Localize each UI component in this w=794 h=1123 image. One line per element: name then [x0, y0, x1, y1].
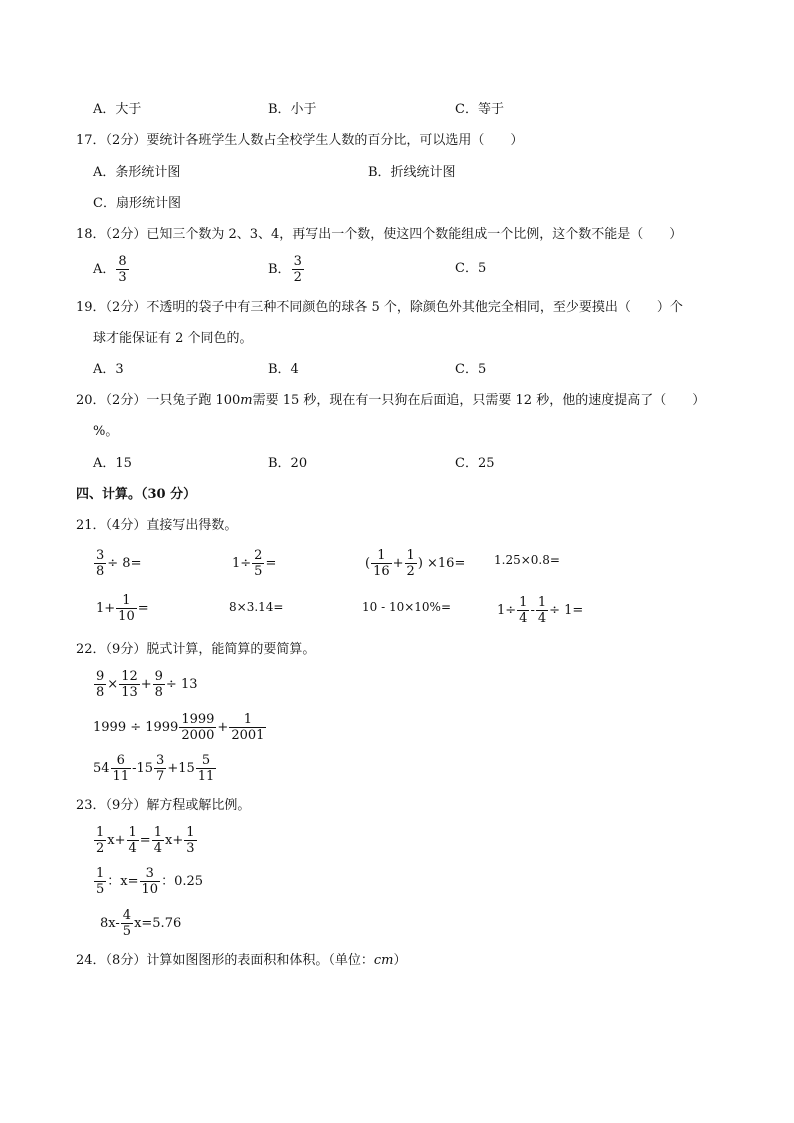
fraction [116, 593, 137, 624]
denominator: 4 [519, 611, 528, 626]
q18-option-a [93, 253, 130, 287]
fraction [154, 753, 166, 784]
operator: +15 [167, 761, 195, 776]
operator: -15 [132, 761, 154, 776]
fraction [111, 753, 132, 784]
q19-option-b: B．4 [268, 362, 299, 377]
expr-part: x=5.76 [134, 916, 182, 931]
denominator: 11 [112, 769, 130, 784]
denominator: 3 [118, 270, 127, 285]
fraction [184, 825, 196, 856]
expr-head: 1÷ [232, 556, 252, 571]
q17-stem: 17．（2分）要统计各班学生人数占全校学生人数的百分比，可以选用（ ） [76, 133, 524, 148]
denominator: 5 [96, 882, 105, 897]
operator: + [217, 720, 229, 735]
fraction [179, 712, 216, 743]
q23-stem: 23．（9分）解方程或解比例。 [76, 798, 251, 813]
numerator: 6 [111, 753, 132, 769]
fraction [517, 595, 529, 626]
q23-line-1 [93, 824, 198, 858]
fraction [94, 866, 106, 897]
option-prefix: A． [93, 262, 116, 277]
denominator: 5 [122, 924, 132, 939]
fraction [292, 254, 304, 285]
numerator: 1 [229, 712, 266, 728]
whole-number: 54 [93, 761, 110, 776]
numerator: 1999 [181, 712, 215, 727]
operator: × [107, 677, 119, 692]
fraction [94, 669, 106, 700]
q21-expr-8 [497, 594, 583, 628]
fraction [140, 866, 161, 897]
expr-tail: = [265, 556, 277, 571]
numerator: 1 [371, 548, 392, 564]
numerator: 2 [254, 548, 263, 563]
q21-expr-3 [365, 547, 465, 581]
section-heading: 四、计算。（30 分） [76, 487, 197, 502]
q21-expr-6: 8×3.14= [229, 600, 284, 614]
unit-m: m [240, 393, 253, 408]
operator: + [140, 677, 152, 692]
expr-tail: ÷ 1= [549, 603, 584, 618]
denominator: 2 [406, 564, 415, 579]
fraction [119, 669, 140, 700]
numerator: 3 [96, 548, 105, 563]
q20-stem-start: 20．（2分）一只兔子跑 100 [76, 393, 241, 408]
q22-line-2 [93, 711, 267, 745]
numerator: 3 [156, 753, 165, 768]
expr-tail: ÷ 8= [107, 556, 142, 571]
denominator: 8 [96, 685, 105, 700]
q21-expr-1 [93, 547, 141, 581]
q19-stem: 19．（2分）不透明的袋子中有三种不同颜色的球各 5 个，除颜色外其他完全相同，至少要摸出（ ）个 [76, 300, 683, 315]
q20-stem-end: 需要 15 秒，现在有一只狗在后面追，只需要 12 秒，他的速度提高了（ ） [252, 393, 706, 408]
numerator: 5 [196, 753, 217, 769]
q20-stem [76, 392, 705, 410]
q17-option-c: C．扇形统计图 [93, 196, 181, 211]
q22-stem: 22．（9分）脱式计算，能简算的要简算。 [76, 642, 316, 657]
q19-stem-line2: 球才能保证有 2 个同色的。 [93, 331, 253, 346]
denominator: 8 [154, 685, 163, 700]
expr-part: x+ [107, 833, 126, 848]
numerator: 4 [122, 908, 132, 923]
fraction [405, 548, 417, 579]
fraction [229, 712, 266, 743]
q20-stem-line2: %。 [93, 424, 119, 439]
expr-head: 1+ [96, 601, 116, 616]
q24-stem-start: 24．（8分）计算如图图形的表面积和体积。（单位： [76, 953, 374, 968]
fraction [116, 254, 128, 285]
denominator: 11 [197, 769, 215, 784]
q24-stem [76, 952, 406, 970]
q16-option-b: B．小于 [268, 102, 317, 117]
q20-option-c: C．25 [455, 456, 495, 471]
q22-line-1 [93, 668, 198, 702]
numerator: 1 [153, 825, 162, 840]
denominator: 7 [156, 769, 165, 784]
q20-option-b: B．20 [268, 456, 308, 471]
denominator: 8 [96, 564, 105, 579]
denominator: 3 [186, 841, 195, 856]
numerator: 3 [140, 866, 161, 882]
q23-line-2 [93, 865, 203, 899]
numerator: 12 [121, 669, 138, 684]
expr-part: 8x- [100, 916, 120, 931]
q21-expr-2 [232, 547, 276, 581]
numerator: 1 [406, 548, 415, 563]
unit-cm: cm [373, 953, 394, 968]
q18-option-b [268, 253, 305, 287]
q22-line-3 [93, 752, 217, 786]
expr-tail: ÷ 13 [165, 677, 198, 692]
expr-tail: = [137, 601, 149, 616]
q17-option-b: B．折线统计图 [368, 165, 456, 180]
q21-expr-5 [96, 592, 149, 626]
numerator: 1 [537, 595, 547, 610]
denominator: 2 [293, 270, 302, 285]
numerator: 1 [116, 593, 137, 609]
denominator: 4 [128, 841, 137, 856]
fraction [127, 825, 139, 856]
q24-stem-end: ） [393, 953, 407, 968]
q16-option-a: A．大于 [93, 102, 142, 117]
q18-stem: 18．（2分）已知三个数为 2、3、4，再写出一个数，使这四个数能组成一个比例，这个数不能是（ ） [76, 227, 683, 242]
denominator: 2001 [231, 728, 265, 743]
q19-option-c: C．5 [455, 362, 487, 377]
fraction [196, 753, 217, 784]
numerator: 1 [96, 866, 105, 881]
denominator: 10 [141, 882, 159, 897]
fraction [371, 548, 392, 579]
numerator: 3 [293, 254, 302, 269]
denominator: 10 [118, 609, 135, 624]
denominator: 5 [254, 564, 263, 579]
fraction [152, 825, 164, 856]
expr-head: 1999 ÷ 1999 [93, 720, 179, 735]
expr-head: ( [365, 556, 371, 571]
numerator: 9 [96, 669, 105, 684]
fraction [536, 595, 548, 626]
fraction [153, 669, 165, 700]
denominator: 2000 [181, 728, 215, 743]
fraction [94, 825, 106, 856]
denominator: 4 [153, 841, 162, 856]
q21-expr-4: 1.25×0.8= [494, 553, 560, 567]
numerator: 9 [154, 669, 163, 684]
expr-part: x+ [164, 833, 184, 848]
denominator: 4 [537, 611, 547, 626]
numerator: 8 [118, 254, 127, 269]
q18-option-c: C．5 [455, 261, 487, 276]
operator: + [392, 556, 404, 571]
expr-part: ：x= [107, 874, 139, 889]
option-prefix: B． [268, 262, 291, 277]
expr-head: 1÷ [497, 603, 517, 618]
numerator: 1 [186, 825, 195, 840]
fraction [121, 908, 133, 939]
operator: - [530, 603, 535, 618]
denominator: 16 [373, 564, 390, 579]
q21-stem: 21．（4分）直接写出得数。 [76, 518, 238, 533]
fraction [252, 548, 264, 579]
q19-option-a: A．3 [93, 362, 124, 377]
q17-option-a: A．条形统计图 [93, 165, 181, 180]
denominator: 13 [121, 685, 138, 700]
q16-option-c: C．等于 [455, 102, 504, 117]
expr-part: = [139, 833, 151, 848]
q21-expr-7: 10 - 10×10%= [362, 600, 452, 614]
denominator: 2 [96, 841, 105, 856]
fraction [94, 548, 106, 579]
expr-part: ：0.25 [161, 874, 204, 889]
numerator: 1 [128, 825, 137, 840]
expr-tail: ) ×16= [417, 556, 466, 571]
q20-option-a: A．15 [93, 456, 132, 471]
numerator: 1 [519, 595, 528, 610]
numerator: 1 [96, 825, 105, 840]
q23-line-3 [100, 907, 181, 941]
